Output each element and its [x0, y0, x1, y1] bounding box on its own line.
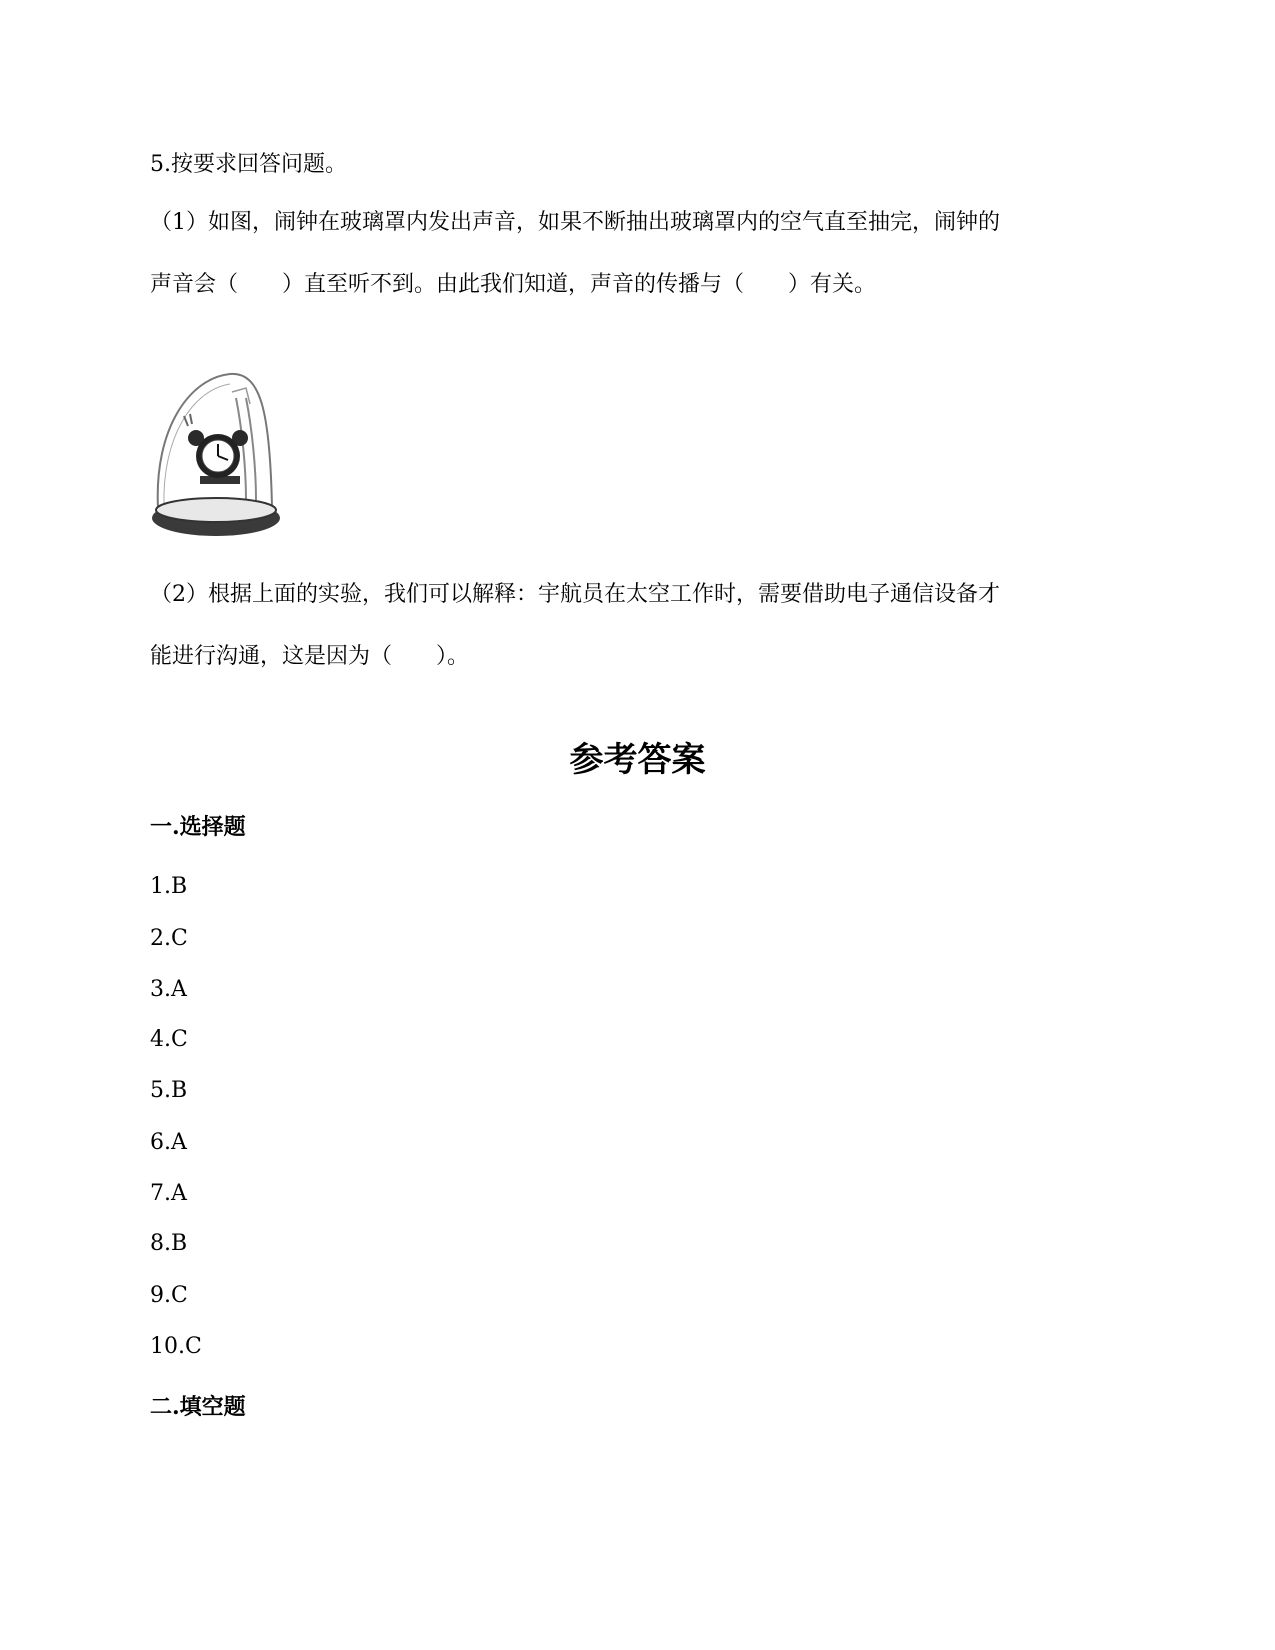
answer-item: 7.A — [150, 1181, 187, 1206]
answer-item: 4.C — [150, 1027, 188, 1052]
answer-item: 9.C — [150, 1283, 188, 1308]
question-title: 5.按要求回答问题。 — [150, 152, 347, 177]
section-heading-fill-blank: 二.填空题 — [150, 1394, 246, 1420]
answer-item: 5.B — [150, 1078, 188, 1103]
question-part2-line1: （2）根据上面的实验，我们可以解释：宇航员在太空工作时，需要借助电子通信设备才 — [150, 582, 1000, 607]
question-part1-line1: （1）如图，闹钟在玻璃罩内发出声音，如果不断抽出玻璃罩内的空气直至抽完，闹钟的 — [150, 210, 1000, 235]
answer-item: 8.B — [150, 1231, 188, 1256]
answer-item: 3.A — [150, 977, 187, 1002]
bell-jar-alarm-clock-illustration — [150, 368, 290, 548]
question-part1-line2: 声音会（ ）直至听不到。由此我们知道，声音的传播与（ ）有关。 — [150, 272, 877, 297]
answer-heading: 参考答案 — [569, 740, 706, 780]
answer-item: 1.B — [150, 874, 188, 899]
answer-item: 6.A — [150, 1130, 187, 1155]
answer-item: 10.C — [150, 1334, 202, 1359]
question-part2-line2: 能进行沟通，这是因为（ ）。 — [150, 644, 470, 669]
section-heading-choice: 一.选择题 — [150, 814, 246, 840]
answer-item: 2.C — [150, 926, 188, 951]
